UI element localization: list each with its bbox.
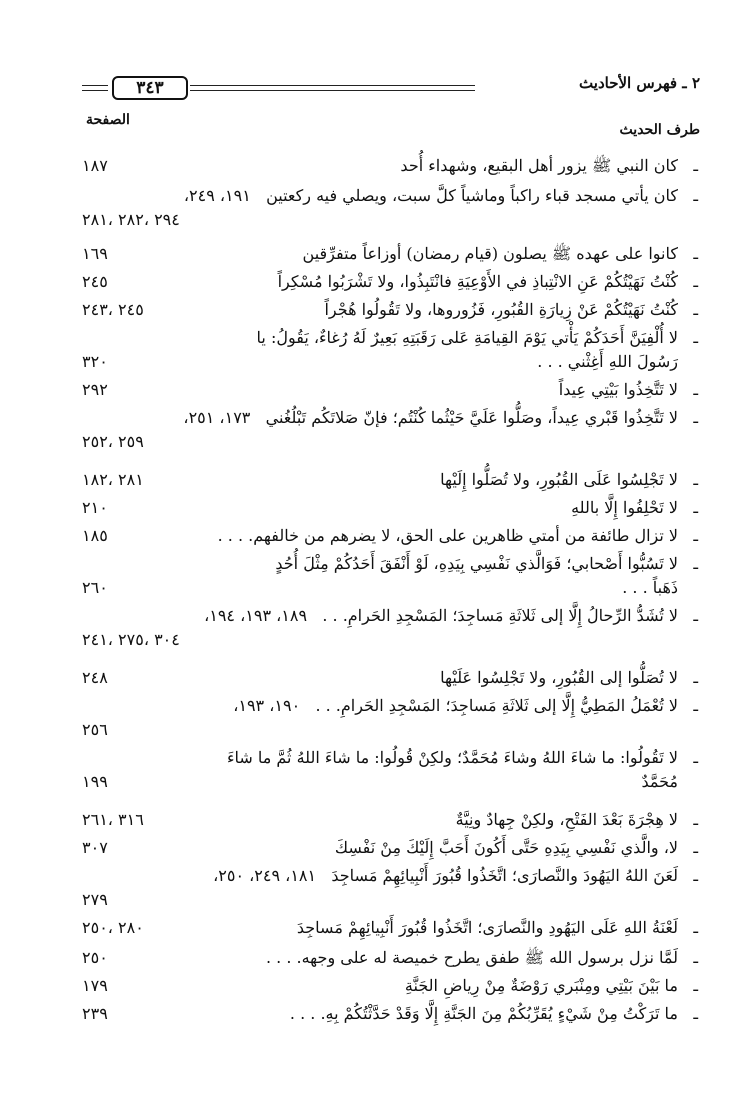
page-number-badge: ٣٤٣	[112, 76, 188, 100]
column-headings	[82, 110, 700, 150]
entry-text: لا تُصَلُّوا إلى القُبُورِ، ولا تَجْلِسُوا عَلَيْها	[440, 668, 678, 687]
hadith-column-heading: طرف الحديث	[619, 122, 700, 138]
entry-inline-pages: ١٨٩، ١٩٣، ١٩٤،	[204, 606, 308, 625]
entry-text: لا تَقُولُوا: ما شاءَ اللهُ وشاءَ مُحَمَّدٌ؛ ولكِنْ قُولُوا: ما شاءَ اللهُ ثُمَّ ما شاءَ	[226, 748, 678, 767]
index-entry	[82, 270, 700, 294]
entry-text: كُنْتُ نَهَيْتُكُمْ عَنِ الانْتِباذِ في الأَوْعِيَةِ فانْتَبِذُوا، ولا تَشْرَبُوا مُسْكِراً	[277, 272, 678, 291]
header-title: ٢ ـ فهرس الأحاديث	[579, 74, 700, 92]
entry-text: كانوا على عهده ﷺ يصلون (قيام رمضان) أوزاعاً متفرِّقين	[302, 244, 678, 263]
entry-text: لا تَحْلِفُوا إِلَّا باللهِ	[571, 498, 678, 517]
entry-inline-pages: ١٨١، ٢٤٩، ٢٥٠،	[213, 866, 317, 885]
entry-bullet: ـ	[693, 866, 698, 885]
entry-text: كان النبي ﷺ يزور أهل البقيع، وشهداء أُحد	[400, 156, 678, 175]
entry-text: ما بَيْنَ بَيْتِي ومِنْبَري رَوْضَةٌ مِنْ رِياضِ الجَنَّةِ	[404, 976, 678, 995]
index-entry	[82, 468, 700, 492]
entry-page-numbers: ٢١٠	[82, 498, 108, 517]
entry-text: لا تَتَّخِذُوا قَبْري عِيداً، وصَلُّوا عَلَيَّ حَيْثُما كُنْتُم؛ فإنّ صَلاتَكُم تَبْلُغُني ١٧٣، ٢٥١،	[183, 408, 678, 427]
entry-text: لا تزال طائفة من أمتي ظاهرين على الحق، لا يضرهم من خالفهم. . . .	[217, 526, 678, 545]
index-entry	[82, 808, 700, 832]
page-header	[82, 70, 700, 110]
entry-bullet: ـ	[693, 976, 698, 995]
index-entry	[82, 1002, 700, 1026]
entry-text: لا تُشَدُّ الرِّحالُ إِلَّا إلى ثَلاثَةِ مَساجِدَ؛ المَسْجِدِ الحَرامِ. . . ١٨٩، ١٩٣، ١٩٤،	[204, 606, 678, 625]
index-entry	[82, 524, 700, 548]
entry-text: ما تَرَكْتُ مِنْ شَيْءٍ يُقَرِّبُكُمْ مِنَ الجَنَّةِ إِلَّا وَقَدْ حَدَّثْتُكُمْ بِهِ. . . .	[289, 1004, 678, 1023]
entry-bullet: ـ	[693, 748, 698, 767]
entry-bullet: ـ	[693, 408, 698, 427]
entry-line-spacer	[94, 888, 678, 912]
entry-text-continued: مُحَمَّدٌ	[641, 772, 678, 791]
index-entry	[82, 184, 700, 232]
entry-page-numbers: ٢٤٨	[82, 668, 108, 687]
entry-page-numbers: ٣٢٠	[82, 352, 108, 371]
entry-text: لا تَتَّخِذُوا بَيْتِي عِيداً	[558, 380, 678, 399]
entry-bullet: ـ	[693, 948, 698, 967]
entry-bullet: ـ	[693, 244, 698, 263]
page-column-heading: الصفحة	[86, 112, 130, 128]
entry-page-numbers: ٢٥٩ ،٢٥٢	[82, 432, 144, 451]
entry-text: لا، والَّذي نَفْسِي بِيَدِهِ حَتَّى أَكُونَ أَحَبَّ إِلَيْكَ مِنْ نَفْسِكَ	[334, 838, 678, 857]
entry-text: لا تَجْلِسُوا عَلَى القُبُورِ، ولا تُصَلُّوا إِلَيْها	[440, 470, 678, 489]
entry-text: لا هِجْرَةَ بَعْدَ الفَتْحِ، ولكِنْ جِهادٌ ونِيَّةٌ	[455, 810, 678, 829]
entry-page-numbers: ٣٠٧	[82, 838, 108, 857]
entry-inline-pages: ١٧٣، ٢٥١،	[183, 408, 251, 427]
index-entry	[82, 666, 700, 690]
entry-text: لا تَسُبُّوا أَصْحابي؛ فَوَالَّذي نَفْسِي بِيَدِهِ، لَوْ أَنْفَقَ أَحَدُكُمْ مِثْلَ أُحُدٍ	[275, 554, 678, 573]
hadith-index-list	[82, 154, 700, 1026]
entry-bullet: ـ	[693, 498, 698, 517]
entry-text: كان يأتي مسجد قباء راكباً وماشياً كلَّ سبت، ويصلي فيه ركعتين ١٩١، ٢٤٩،	[183, 186, 678, 205]
entry-text: كُنْتُ نَهَيْتُكُمْ عَنْ زِيارَةِ القُبُورِ، فَزُوروها، ولا تَقُولُوا هُجْراً	[324, 300, 678, 319]
entry-text: لَعَنَ اللهُ اليَهُودَ والنَّصارَى؛ اتَّخَذُوا قُبُورَ أَنْبِيائِهِمْ مَساجِدَ ١٨١، ٢٤٩، ٢٥٠،	[213, 866, 678, 885]
entry-page-numbers: ٢٥٠	[82, 948, 108, 967]
entry-page-numbers: ٢٣٩	[82, 1004, 108, 1023]
header-rule-long	[190, 85, 475, 91]
entry-text: لَعْنَةُ اللهِ عَلَى اليَهُودِ والنَّصارَى؛ اتَّخَذُوا قُبُورَ أَنْبِيائِهِمْ مَساجِدَ	[296, 918, 678, 937]
entry-text-continued: ذَهَباً . . .	[622, 578, 678, 597]
index-entry	[82, 694, 700, 742]
index-entry	[82, 326, 700, 374]
index-entry	[82, 974, 700, 998]
entry-bullet: ـ	[693, 606, 698, 625]
entry-bullet: ـ	[693, 470, 698, 489]
entry-page-numbers: ١٨٥	[82, 526, 108, 545]
entry-page-numbers: ١٦٩	[82, 244, 108, 263]
index-entry	[82, 604, 700, 652]
index-entry	[82, 746, 700, 794]
index-entry	[82, 946, 700, 970]
entry-page-numbers: ٢٦٠	[82, 578, 108, 597]
entry-page-numbers: ٢٤٥	[82, 272, 108, 291]
entry-bullet: ـ	[693, 810, 698, 829]
entry-page-numbers: ١٨٧	[82, 156, 108, 175]
entry-bullet: ـ	[693, 156, 698, 175]
entry-inline-pages: ١٩١، ٢٤٩،	[183, 186, 251, 205]
entry-text: لا أُلْفِيَنَّ أَحَدَكُمْ يَأْتي يَوْمَ القِيامَةِ عَلى رَقَبَتِهِ بَعِيرٌ لَهُ رُغاءٌ، يَقُولُ: يا	[256, 328, 678, 347]
index-entry	[82, 864, 700, 912]
entry-line-spacer	[94, 208, 678, 232]
entry-text: لَمَّا نزل برسول الله ﷺ طفق يطرح خميصة له على وجهه. . . .	[266, 948, 678, 967]
index-entry	[82, 552, 700, 600]
entry-text: لا تُعْمَلُ المَطِيُّ إِلَّا إلى ثَلاثَةِ مَساجِدَ؛ المَسْجِدِ الحَرامِ. . . ١٩٠، ١٩٣،	[233, 696, 678, 715]
entry-page-numbers: ١٧٩	[82, 976, 108, 995]
index-entry	[82, 496, 700, 520]
entry-page-numbers: ٣١٦ ،٢٦١	[82, 810, 144, 829]
index-entry	[82, 836, 700, 860]
entry-bullet: ـ	[693, 838, 698, 857]
entry-bullet: ـ	[693, 554, 698, 573]
entry-line-spacer	[94, 718, 678, 742]
entry-bullet: ـ	[693, 918, 698, 937]
index-entry	[82, 378, 700, 402]
entry-inline-pages: ١٩٠، ١٩٣،	[233, 696, 301, 715]
entry-bullet: ـ	[693, 380, 698, 399]
entry-bullet: ـ	[693, 1004, 698, 1023]
entry-page-numbers: ٢٩٢	[82, 380, 108, 399]
entry-page-numbers: ١٩٩	[82, 772, 108, 791]
index-entry	[82, 916, 700, 940]
entry-page-numbers: ٣٠٤ ،٢٧٥ ،٢٤١	[82, 630, 180, 649]
entry-bullet: ـ	[693, 668, 698, 687]
entry-bullet: ـ	[693, 186, 698, 205]
entry-text-continued: رَسُولَ اللهِ أَغِثْني . . .	[537, 352, 678, 371]
header-rule-short	[82, 85, 108, 91]
entry-bullet: ـ	[693, 696, 698, 715]
index-entry	[82, 242, 700, 266]
entry-page-numbers: ٢٩٤ ،٢٨٢ ،٢٨١	[82, 210, 180, 229]
entry-page-numbers: ٢٥٦	[82, 720, 108, 739]
index-entry	[82, 406, 700, 454]
entry-line-spacer	[94, 430, 678, 454]
entry-page-numbers: ٢٨٠ ،٢٥٠	[82, 918, 144, 937]
entry-bullet: ـ	[693, 300, 698, 319]
index-page	[82, 70, 700, 1026]
entry-bullet: ـ	[693, 272, 698, 291]
entry-page-numbers: ٢٧٩	[82, 890, 108, 909]
entry-bullet: ـ	[693, 526, 698, 545]
index-entry	[82, 154, 700, 178]
index-entry	[82, 298, 700, 322]
entry-page-numbers: ٢٤٥ ،٢٤٣	[82, 300, 144, 319]
entry-bullet: ـ	[693, 328, 698, 347]
entry-line-spacer	[94, 628, 678, 652]
entry-page-numbers: ٢٨١ ،١٨٢	[82, 470, 144, 489]
